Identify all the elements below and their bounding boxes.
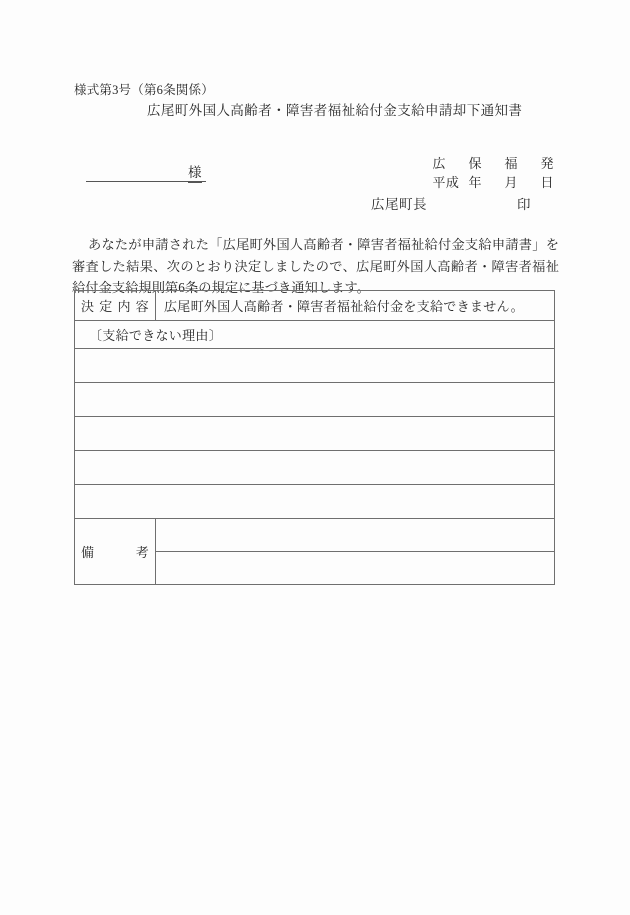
- reason-blank-cell-1[interactable]: [75, 349, 555, 383]
- seal-mark: 印: [517, 197, 531, 212]
- document-number-part-1: 広: [432, 156, 446, 172]
- remarks-label-char-1: 備: [81, 545, 95, 560]
- table-row: [75, 383, 555, 417]
- remarks-blank-cell-1[interactable]: [156, 519, 555, 552]
- remarks-blank-cell-2[interactable]: [156, 552, 555, 585]
- reason-blank-cell-4[interactable]: [75, 451, 555, 485]
- table-row: [75, 349, 555, 383]
- page-title: 広尾町外国人高齢者・障害者福祉給付金支給申請却下通知書: [147, 103, 523, 118]
- form-number: 様式第3号（第6条関係）: [74, 83, 214, 97]
- reason-heading-cell: 〔支給できない理由〕: [75, 321, 555, 349]
- decision-value-cell: 広尾町外国人高齢者・障害者福祉給付金を支給できません。: [156, 291, 555, 321]
- table-row: [75, 417, 555, 451]
- date-day-label: 日: [540, 175, 554, 191]
- reason-blank-cell-3[interactable]: [75, 417, 555, 451]
- remarks-label-cell: [75, 519, 156, 585]
- document-number-part-3: 福: [504, 156, 518, 172]
- decision-label-char-3: 内: [117, 299, 131, 314]
- remarks-label-char-2: 考: [135, 545, 149, 560]
- date-era: 平成: [432, 175, 460, 191]
- issuer-name: 広尾町長: [371, 197, 427, 212]
- reason-blank-cell-5[interactable]: [75, 485, 555, 519]
- date-month-label: 月: [504, 175, 518, 191]
- document-number-part-4: 発: [540, 156, 554, 172]
- table-row: [75, 451, 555, 485]
- table-row-reason-heading: [75, 321, 555, 349]
- decision-label-char-1: 決: [81, 299, 95, 314]
- recipient-honorific: 様: [188, 161, 202, 183]
- table-row-decision: [75, 291, 555, 321]
- body-paragraph: あなたが申請された「広尾町外国人高齢者・障害者福祉給付金支給申請書」を審査した結果、次のとおり決定しましたので、広尾町外国人高齢者・障害者福祉給付金支給規則第6条の規定に基づき通知します。: [72, 237, 559, 295]
- decision-table: [74, 290, 555, 585]
- reason-blank-cell-2[interactable]: [75, 383, 555, 417]
- decision-label-cell: [75, 291, 156, 321]
- date-year-label: 年: [468, 175, 482, 191]
- decision-label-char-2: 定: [99, 299, 113, 314]
- table-row-remarks-first: [75, 519, 555, 552]
- document-number-part-2: 保: [468, 156, 482, 172]
- table-row: [75, 485, 555, 519]
- decision-label-char-4: 容: [135, 299, 149, 314]
